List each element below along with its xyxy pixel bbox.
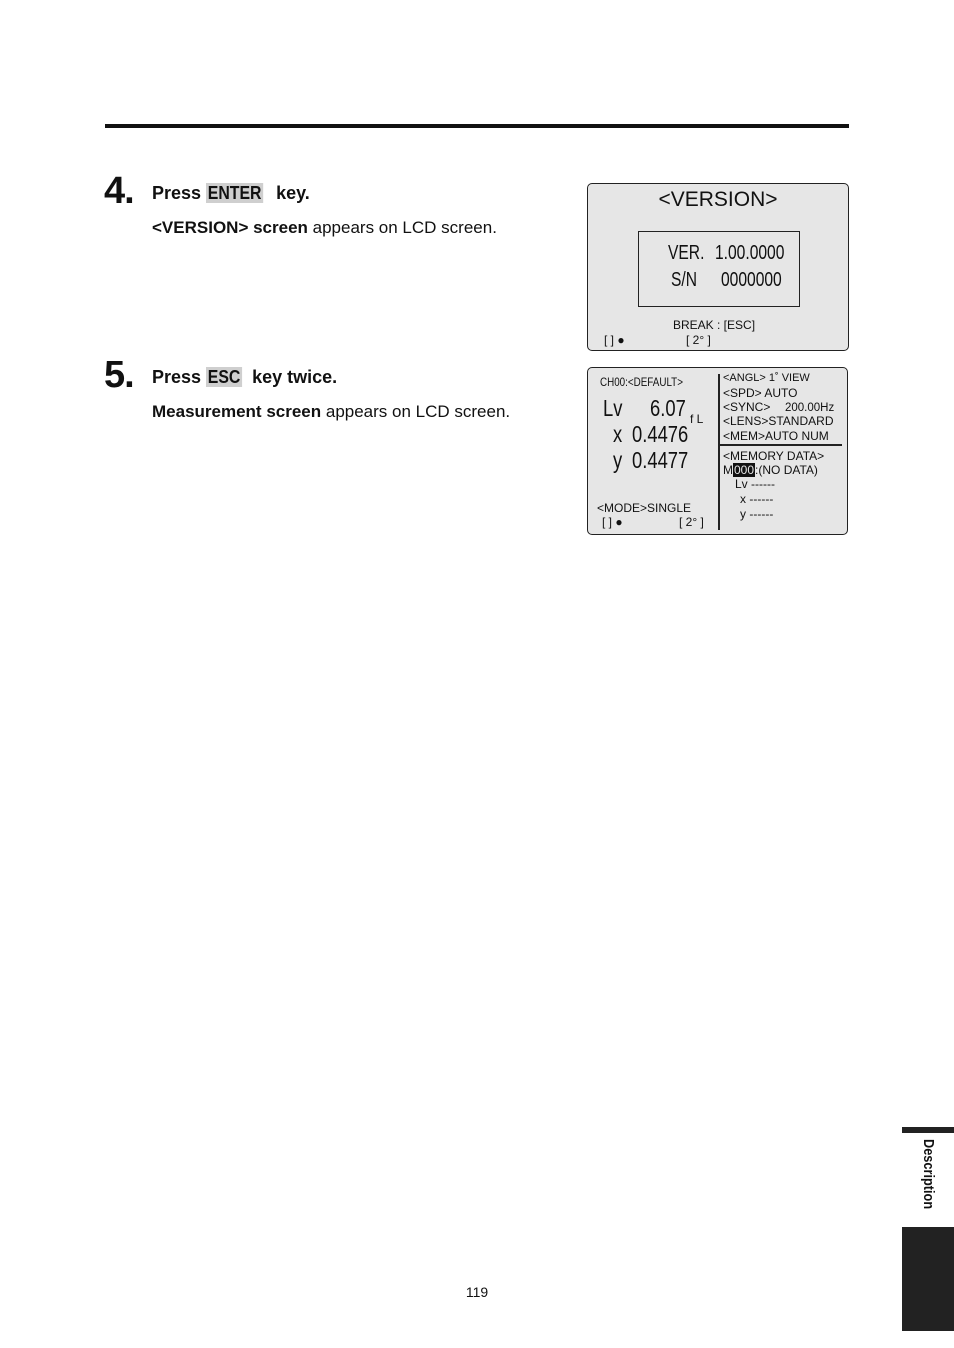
step-4-description	[152, 217, 497, 239]
memory-prefix: M	[723, 463, 733, 477]
x-label: x	[613, 421, 623, 447]
esc-key-label: ESC	[207, 367, 241, 387]
version-screen-title: <VERSION>	[658, 188, 778, 211]
page-number: 119	[465, 1284, 489, 1300]
enter-key-label: ENTER	[207, 183, 262, 203]
step-5-title-post: key twice.	[247, 367, 338, 387]
version-status-right: [ 2° ]	[686, 333, 711, 347]
sync-value: 200.00Hz	[785, 402, 835, 414]
step-5-desc-rest: appears on LCD screen.	[321, 402, 511, 421]
version-info-box	[638, 231, 800, 307]
sync-setting: <SYNC>	[723, 400, 771, 414]
lv-value: 6.07	[650, 395, 686, 421]
step-4-title	[152, 182, 310, 204]
mem-setting: <MEM>AUTO NUM	[723, 429, 829, 443]
step-5-desc-bold: Measurement screen	[152, 402, 322, 421]
sn-value: 0000000	[721, 269, 782, 291]
angl-setting: <ANGL> 1˚ VIEW	[723, 372, 810, 384]
memory-lv: Lv ------	[735, 477, 775, 491]
memory-x: x ------	[740, 492, 774, 506]
spd-setting: <SPD> AUTO	[723, 386, 798, 400]
side-tab-label: Description	[920, 1139, 937, 1210]
mode-label: <MODE>SINGLE	[597, 501, 692, 515]
memory-status: :(NO DATA)	[755, 463, 818, 477]
header-rule	[105, 124, 849, 128]
measure-status-right: [ 2° ]	[679, 515, 704, 529]
version-status-left: [ ] ●	[604, 333, 625, 347]
side-tab-block	[902, 1227, 954, 1331]
unit-label: f L	[690, 412, 704, 426]
lens-setting: <LENS>STANDARD	[723, 414, 834, 428]
y-label: y	[613, 447, 623, 473]
description-side-tab	[902, 1127, 954, 1331]
step-4-desc-bold: <VERSION> screen	[152, 218, 308, 237]
measurement-lcd-screen	[587, 367, 848, 535]
y-value: 0.4477	[632, 447, 689, 473]
memory-data-header: <MEMORY DATA>	[723, 449, 825, 463]
screen-divider-horizontal	[720, 444, 842, 446]
channel-label: CH00:<DEFAULT>	[600, 375, 683, 389]
memory-slot-line	[723, 463, 818, 477]
step-4-number: 4.	[104, 170, 134, 212]
ver-value: 1.00.0000	[715, 242, 785, 264]
step-4-title-post: key.	[271, 183, 310, 203]
ver-label: VER.	[668, 242, 705, 264]
measure-status-left: [ ] ●	[602, 515, 623, 529]
version-lcd-screen	[587, 183, 849, 351]
memory-slot-number: 000	[734, 463, 755, 477]
step-5-number: 5.	[104, 354, 134, 396]
break-esc-text: BREAK : [ESC]	[673, 318, 756, 332]
step-4-desc-rest: appears on LCD screen.	[307, 218, 497, 237]
side-tab-label-box	[916, 1139, 938, 1229]
step-4-title-pre: Press	[152, 183, 207, 203]
memory-y: y ------	[740, 507, 774, 521]
x-value: 0.4476	[632, 421, 689, 447]
lv-label: Lv	[603, 395, 623, 421]
screen-divider-vertical	[718, 374, 720, 530]
step-5-title-pre: Press	[152, 367, 207, 387]
sn-label: S/N	[671, 269, 698, 291]
step-5-description	[152, 401, 510, 423]
step-5-title	[152, 366, 337, 388]
side-tab-top-bar	[902, 1127, 954, 1133]
